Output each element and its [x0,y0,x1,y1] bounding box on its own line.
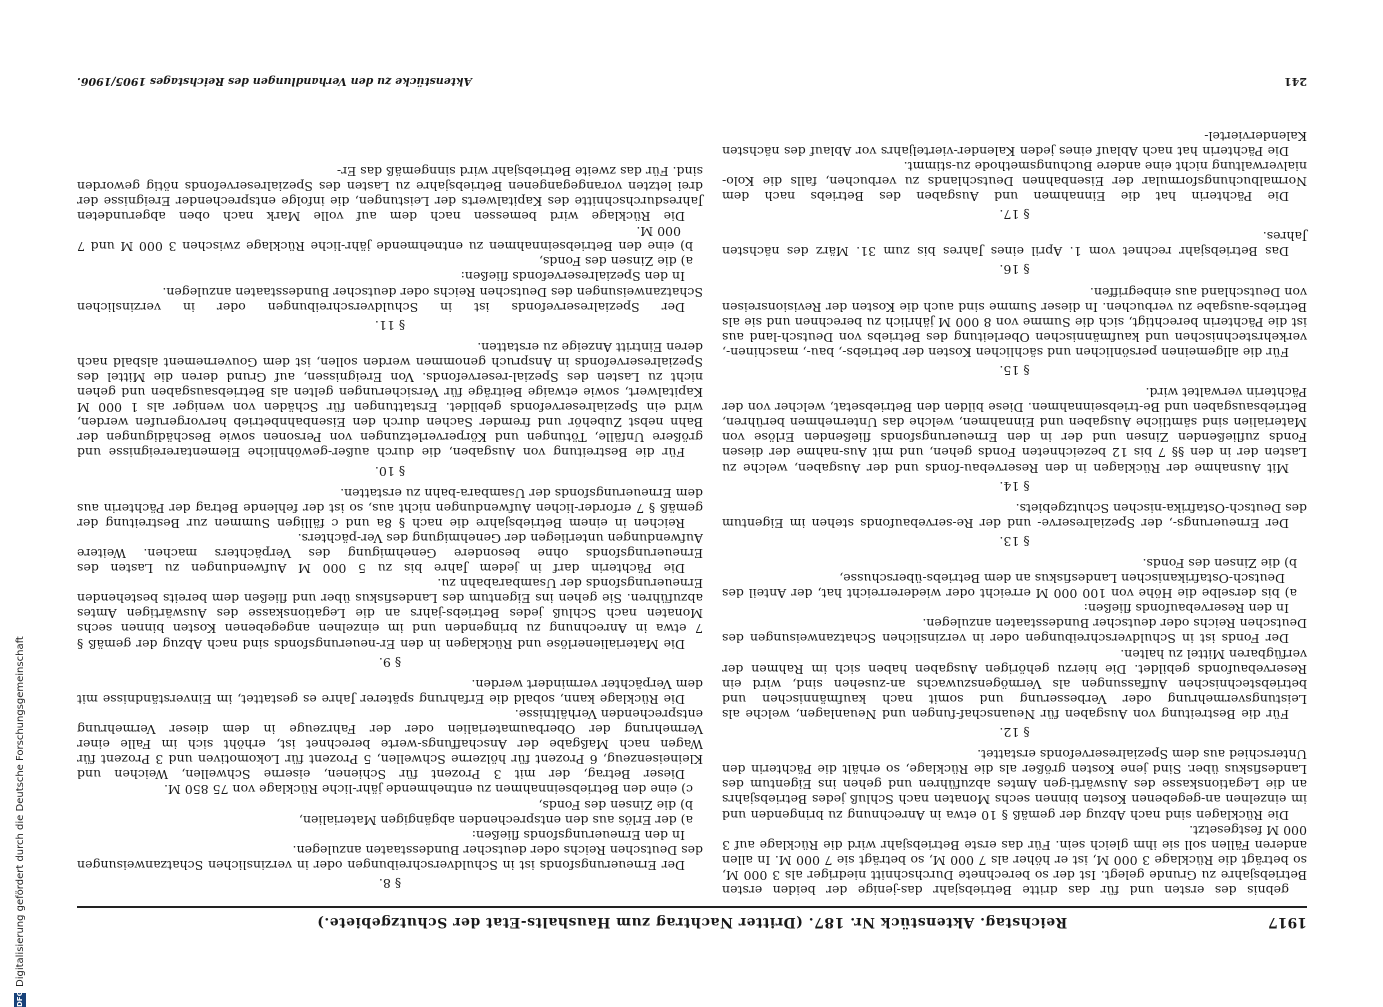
section-heading: § 13. [999,533,1030,549]
digitization-credit-text: Digitalisierung gefördert durch die Deutsche Forschungsgemeinschaft [14,636,26,987]
page-header [77,906,1307,932]
paragraph: In den Spezialreservefonds fließen: [460,269,685,285]
page-title: Reichstag. Aktenstück Nr. 187. (Dritter Nachtrag zum Haushalts-Etat der Schutzgebiete.) [316,914,1068,930]
footer-source: Aktenstücke zu den Verhandlungen des Reichstages 1905/1906. [77,75,472,88]
paragraph: Die Rücklage wird bemessen nach dem auf volle Mark nach oben abgerundeten Jahresdurchschnitte des Kapitalwerts der Leistungen, die infolge entsprechender Ereignisse der drei letzten vorangegangenen Betriebsjahre zu Lasten des Spezialreservefonds nötig geworden sind. Für das zweite Betriebsjahr wird sinngemäß das Er- [77,163,703,225]
paragraph: Die Pächterin hat die Einnahmen und Ausgaben des Betriebs nach dem Normalbuchungsformular der Eisenbahnen Deutschlands zu verbuchen, falls die Kolo-nialverwaltung nicht eine andere Buchungsmethode zu-stimmt. [722,158,1307,205]
paragraph: Der Fonds ist in Schuldverschreibungen oder in verzinslichen Schatzanweisungen des Deutschen Reichs oder deutscher Bundesstaaten anzulegen. [722,616,1307,647]
section-heading: § 8. [378,876,402,891]
paragraph: Die Rücklage kann, sobald die Erfahrung späterer Jahre es gestattet, im Einverständnisse mit dem Verpächter vermindert werden. [77,676,703,707]
list-item: b) die Zinsen des Fonds, [538,797,693,813]
section-heading: § 12. [999,725,1030,741]
text-column-right [77,164,703,898]
paragraph: Die Materialienerlöse und Rücklagen in den Er-neuerungsfonds sind nach Abzug der gemäß § 7 etwa in Anrechnung zu bringenden und im einzelnen angegebenen Kosten binnen sechs Monaten nach Schluß jedes Betriebs-jahrs an die Legationskasse des Auswärtigen Amtes abzuführen. Sie gehen ins Eigentum des Landesfiskus über und fließen dem bereits bestehenden Erneuerungsfonds der Usambarabahn zu. [77,576,703,652]
paragraph: Der Erneuerungs-, der Spezialreserve- und der Re-servebaufonds stehen im Eigentum des Deutsch-Ostafrika-nischen Schutzgebiets. [722,500,1307,531]
paragraph: gebnis des ersten und für das dritte Betriebsjahr das-jenige der beiden ersten Betriebsjahre zu Grunde gelegt. Ist der so berechnete Durchschnitt niedriger als 3 000 M, so beträgt die Rücklage 3 000 M, ist er höher als 7 000 M, so beträgt sie 7 000 M. In allen anderen Fällen soll sie ihm gleich sein. Für das erste Betriebsjahr wird die Rücklage auf 3 000 M festgesetzt. [722,822,1307,898]
list-item: a) die Zinsen des Fonds, [539,254,693,270]
list-item: a) bis derselbe die Höhe von 100 000 M erreicht oder wiedererreicht hat, der Anteil des Deutsch-Ostafrikanischen Landesfiskus an dem Betriebs-überschusse, [722,571,1297,602]
paragraph: In den Reservebaufonds fließen: [1083,601,1289,617]
list-item: c) eine den Betriebseinnahmen zu entnehmende jähr-liche Rücklage von 75 850 M. [164,782,693,798]
section-heading: § 10. [374,463,406,479]
footer-page-number: 241 [1284,75,1307,88]
list-item: b) die Zinsen des Fonds. [1142,556,1297,572]
paragraph: Die Rücklagen sind nach Abzug der gemäß § 10 etwa in Anrechnung zu bringenden und im einzelnen an-gegebenen Kosten binnen sechs Monaten nach Schluß jedes Betriebsjahrs an die Legationskasse des Auswärti-gen Amtes abzuführen und gehen ins Eigentum des Landesfiskus über. Sind jene Kosten größer als die Rücklage, so erhält die Pächterin den Unterschied aus dem Spezialreservefonds erstattet. [722,747,1307,823]
list-item: b) eine den Betriebseinnahmen zu entnehmende jähr-liche Rücklage zwischen 3 000 M und 7 000 M. [77,224,693,255]
paragraph: Dieser Betrag, der mit 3 Prozent für Schienen, eiserne Schwellen, Weichen und Kleineisenzeug, 6 Prozent für hölzerne Schwellen, 5 Prozent für Lokomotiven und 3 Prozent für Wagen nach Maßgabe der Anschaffungs-werte berechnet ist, erhöht sich im Falle einer Vermehrung der Oberbaumaterialien oder der Fahrzeuge in dem dieser Vermehrung entsprechenden Verhältnisse. [77,706,703,783]
paragraph: Der Erneuerungsfonds ist in Schuldverschreibungen oder in verzinslichen Schatzanweisungen des Deutschen Reichs oder deutscher Bundesstaaten anzulegen. [77,842,703,873]
section-heading: § 15. [999,363,1030,378]
paragraph: In den Erneuerungsfonds fließen: [471,827,685,843]
dfg-logo-icon: DFG [16,990,24,1007]
list-item: a) der Erlös aus den entsprechenden abgängigen Materialien, [298,812,693,828]
page-number: 1917 [1268,914,1307,930]
paragraph: Reichen in einem Betriebsjahre die nach § 8a und c fälligen Summen zur Bestreitung der gemäß § 7 erforder-lichen Aufwendungen nicht aus, so ist der fehlende Betrag der Pächterin aus dem Erneuerungsfonds der Usambara-bahn zu erstatten. [77,485,703,531]
section-heading: § 11. [374,317,406,333]
paragraph: Für die allgemeinen persönlichen und sächlichen Kosten der betriebs-, bau-, maschinen-, verkehrstechnischen und kaufmännischen Oberleitung des Betriebs von Deutsch-land aus ist die Pächterin berechtigt, sich die Summe von 8 000 M jährlich zu berechnen und sie als Betriebs-ausgabe zu verbuchen. In dieser Summe sind auch die Kosten der Revisionsreisen von Deutschland aus einbegriffen. [722,284,1307,360]
paragraph: Das Betriebsjahr rechnet vom 1. April eines Jahres bis zum 31. März des nächsten Jahres. [722,229,1307,260]
paragraph: Für die Bestreitung von Ausgaben für Neuanschaf-fungen und Neuanlagen, welche als Leistungsvermehrung oder Verbesserung und somit nach kaufmännischen und betriebstechnischen Auffassungen als Vermögenszuwachs an-zusehen sind, wird ein Reservebaufonds gebildet. Die hierzu gehörigen Ausgaben haben sich im Rahmen der verfügbaren Mittel zu halten. [722,646,1307,722]
paragraph: Die Pächterin hat nach Ablauf eines jeden Kalender-vierteljahrs vor Ablauf des nächsten Kalenderviertel- [722,128,1307,159]
paragraph: Für die Bestreitung von Ausgaben, die durch außer-gewöhnliche Elementarereignisse und größere Unfälle, Tötungen und Körperverletzungen von Personen sowie Beschädigungen der Bahn nebst Zubehör und fremder Sachen durch den Eisenbahnbetrieb hervorgerufen werden, wird ein Spezialreservefonds gebildet. Erstattungen für Schäden von weniger als 1 000 M Kapitalwert, sowie etwaige Beiträge für Versicherungen gelten als Betriebsausgaben und gehen nicht zu Lasten des Spezial-reservefonds. Von Ereignissen, auf Grund deren die Mittel des Spezialreservefonds in Anspruch genommen werden sollen, ist dem Gouvernement alsbald nach deren Eintritt Anzeige zu erstatten. [77,339,703,461]
paragraph: Mit Ausnahme der Rücklagen in den Reservebau-fonds und der Ausgaben, welche zu Lasten der in den §§ 7 bis 12 bezeichneten Fonds gehen, und mit Aus-nahme der diesen Fonds zufließenden Zinsen und der in den Erneuerungsfonds fließenden Erlöse von Materialien sind sämtliche Ausgaben und Einnahmen, welche das Unternehmen berühren, Betriebsausgaben und Be-triebseinnahmen. Diese bilden den Betriebsetat, welcher von der Pächterin verwaltet wird. [722,385,1307,476]
section-heading: § 16. [999,262,1030,278]
section-heading: § 9. [378,654,402,670]
paragraph: Der Spezialreservefonds ist in Schuldverschreibungen oder in verzinslichen Schatzanweisungen des Deutschen Reichs oder deutscher Bundesstaaten anzulegen. [77,284,703,315]
text-column-left [722,129,1307,898]
paragraph: Die Pächterin darf in jedem Jahre bis zu 5 000 M Aufwendungen zu Lasten des Erneuerungsfonds ohne besondere Genehmigung des Verpächters machen. Weitere Aufwendungen unterliegen der Genehmigung des Ver-pächters. [77,530,703,577]
section-heading: § 17. [999,207,1030,223]
section-heading: § 14. [999,478,1030,494]
